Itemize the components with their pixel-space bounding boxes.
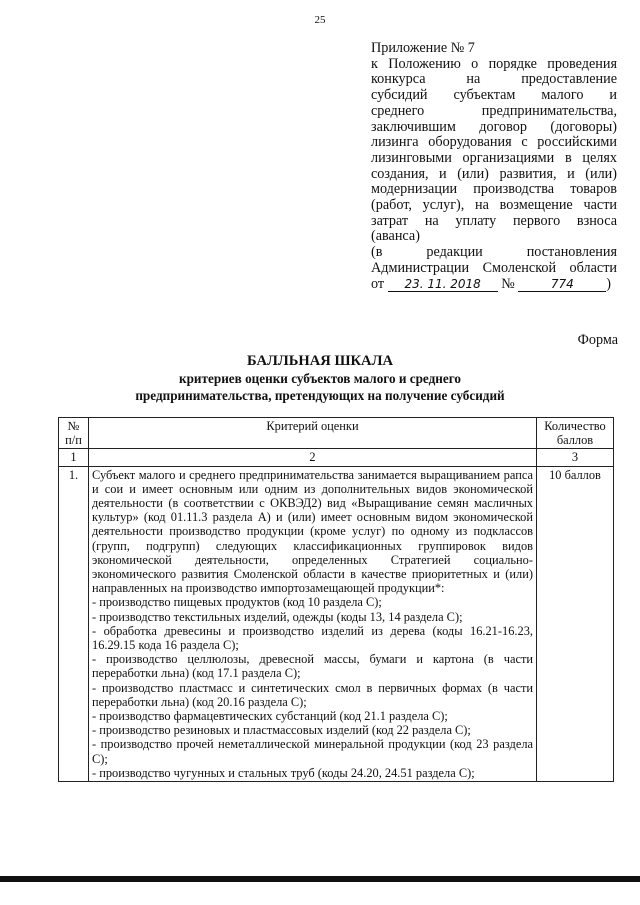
appendix-line: затрат на уплату первого взноса: [371, 212, 617, 229]
list-item: - производство пластмасс и синтетических смол в первичных формах (в части переработки льна) (код 20.16 раздела С);: [92, 680, 533, 709]
appendix-line: к Положению о порядке проведения: [371, 55, 617, 72]
header-score: Количество баллов: [537, 418, 614, 449]
scan-bottom-edge: [0, 876, 640, 882]
appendix-line: Администрации Смоленской области: [371, 259, 617, 276]
list-item: - производство чугунных и стальных труб (коды 24.20, 24.51 раздела С);: [92, 765, 475, 780]
appendix-title: Приложение № 7: [371, 40, 475, 56]
appendix-line: (работ, услуг), на возмещение части: [371, 197, 617, 214]
list-item: - обработка древесины и производство изделий из дерева (коды 16.21-16.23, 16.29.15 кода 16 раздела С);: [92, 623, 533, 653]
appendix-line: среднего предпринимательства,: [371, 102, 617, 119]
criterion-cell: [89, 466, 537, 781]
page-number: 25: [314, 14, 326, 26]
handwritten-number: 774: [518, 278, 606, 292]
table-index-row: [59, 449, 614, 466]
list-item: - производство прочей неметаллической минеральной продукции (код 23 раздела С);: [92, 737, 533, 766]
appendix-header: [371, 41, 617, 292]
header-num: № п/п: [59, 418, 89, 449]
list-item: - производство текстильных изделий, одежды (коды 13, 14 раздела С);: [92, 609, 463, 624]
list-item: - производство резиновых и пластмассовых изделий (код 22 раздела С);: [92, 723, 471, 738]
index-cell: 1: [59, 449, 89, 466]
title-sub-line-2: предпринимательства, претендующих на получение субсидий: [135, 388, 505, 403]
date-prefix: от: [371, 275, 385, 292]
appendix-line: (аванса): [371, 228, 420, 245]
form-label: Форма: [577, 332, 618, 348]
list-item: - производство пищевых продуктов (код 10 раздела С);: [92, 595, 382, 610]
appendix-line: лизинговыми организациями в целях: [371, 149, 617, 166]
index-cell: 2: [89, 449, 537, 466]
appendix-line: субсидий субъектам малого и: [371, 87, 617, 104]
appendix-line: модернизации производства товаров: [371, 181, 617, 198]
header-criterion: Критерий оценки: [89, 418, 537, 449]
appendix-line: лизинга оборудования с российскими: [371, 134, 617, 151]
table-row: [59, 466, 614, 781]
appendix-line: (в редакции постановления: [371, 244, 617, 261]
table-header-row: [59, 418, 614, 449]
score-cell: 10 баллов: [537, 466, 614, 781]
appendix-date-line: [371, 277, 617, 293]
appendix-line: заключившим договор (договоры): [371, 118, 617, 135]
list-item: - производство целлюлозы, древесной массы, бумаги и картона (в части переработки льна) (код 17.1 раздела С);: [92, 652, 533, 681]
close-paren: ): [606, 275, 612, 292]
number-sign: №: [501, 275, 515, 292]
criteria-table: [58, 417, 614, 782]
title-sub-line-1: критериев оценки субъектов малого и среднего: [179, 371, 461, 386]
handwritten-date: 23. 11. 2018: [388, 278, 498, 292]
title-main: БАЛЛЬНАЯ ШКАЛА: [246, 353, 394, 369]
row-number: 1.: [59, 466, 89, 781]
index-cell: 3: [537, 449, 614, 466]
list-item: - производство фармацевтических субстанций (код 21.1 раздела С);: [92, 709, 448, 724]
appendix-line: конкурса на предоставление: [371, 71, 617, 88]
criterion-text: Субъект малого и среднего предпринимательства занимается выращиванием рапса и сои и имеет основным или одним из дополнительных видов экономической деятельности (в соответствии с ОКВЭД2) вид «Выращивание семян масличных культур» (код 01.11.3 раздела А) и (или) имеет основным видом экономической деятельности производство продукции (кроме услуг) по одному из подклассов (групп, подгрупп) следующих классификационных группировок видов экономической деятельности, определенных Стратегией социально-экономического развития Смоленской области в качестве приоритетных и (или) направленных на производство импортозамещающей продукции*:: [92, 467, 533, 596]
appendix-line: создания, и (или) развития, и (или): [371, 165, 617, 182]
document-title: [0, 353, 640, 404]
